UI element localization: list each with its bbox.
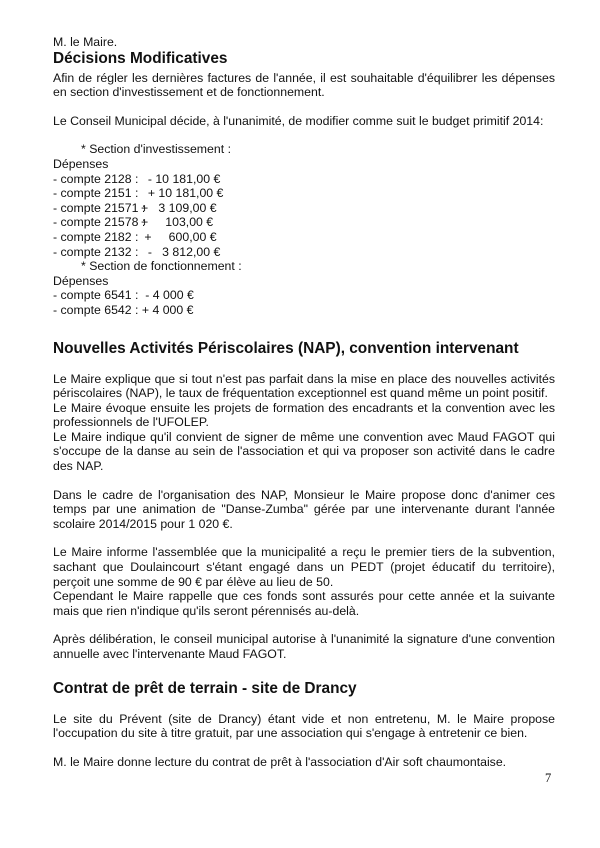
nap-paragraph-7: Après délibération, le conseil municipal autorise à l'unanimité la signature d'une convention annuelle avec l'intervenante Maud FAGOT. [53, 632, 555, 661]
montant: + 600,00 € [141, 229, 217, 244]
nap-paragraph-4: Dans le cadre de l'organisation des NAP, Monsieur le Maire propose donc d'animer ces temps par une animation de "Danse-Zumba" gérée par une intervenante durant l'année scolaire 2014/2015 pour 1 020 €. [53, 487, 555, 531]
decisions-decision: Le Conseil Municipal décide, à l'unanimité, de modifier comme suit le budget primitif 2014: [53, 113, 544, 128]
nap-paragraph-3: Le Maire indique qu'il convient de signer de même une convention avec Maud FAGOT qui s'occupe de la danse au sein de l'association et qui va proposer son activité dans le cadre des NAP. [53, 429, 555, 474]
nap-paragraph-6: Cependant le Maire rappelle que ces fonds sont assurés pour cette année et la suivante mais que rien n'indique qu'ils seront pérennisés au-delà. [53, 589, 555, 618]
montant: + 10 181,00 € [141, 186, 224, 201]
list-item [53, 201, 555, 216]
list-item [53, 230, 555, 245]
section-title-nap: Nouvelles Activités Périscolaires (NAP), convention intervenant [53, 339, 519, 357]
compte-label: - compte 21571 : [53, 200, 146, 215]
montant: + 3 109,00 € [141, 200, 217, 215]
header-line: M. le Maire. [53, 35, 118, 49]
drancy-paragraph-1: Le site du Prévent (site de Drancy) étant vide et non entretenu, M. le Maire propose l'occupation du site à titre gratuit, par une association qui s'engage à entretenir ce bien. [53, 711, 555, 741]
nap-paragraph-1: Le Maire explique que si tout n'est pas parfait dans la mise en place des nouvelles activités périscolaires (NAP), le taux de fréquentation exceptionnel est quand même un point positif. [53, 371, 555, 401]
investissement-label: * Section d'investissement : [81, 142, 231, 157]
section-title-decisions: Décisions Modificatives [53, 49, 228, 67]
nap-paragraph-2: Le Maire évoque ensuite les projets de formation des encadrants et la convention avec les professionnels de l'UFOLEP. [53, 400, 555, 430]
compte-label: - compte 2182 : [53, 229, 139, 244]
fonctionnement-label: * Section de fonctionnement : [81, 259, 242, 274]
depenses-label-2: Dépenses [53, 273, 109, 288]
montant: - 10 181,00 € [141, 171, 221, 186]
compte-label: - compte 2128 : [53, 171, 139, 186]
document-body [53, 35, 555, 769]
decisions-intro: Afin de régler les dernières factures de l'année, il est souhaitable d'équilibrer les dépenses en section d'investissement et de fonctionnement. [53, 70, 555, 100]
list-item [53, 172, 555, 187]
drancy-paragraph-2: M. le Maire donne lecture du contrat de prêt à l'association d'Air soft chaumontaise. [53, 754, 507, 769]
montant: - 3 812,00 € [141, 244, 221, 259]
nap-paragraph-5: Le Maire informe l'assemblée que la municipalité a reçu le premier tiers de la subvention, sachant que Doulaincourt s'étant engagé dans un PEDT (projet éducatif du territoire), perçoit une somme de 90 € par élève au lieu de 50. [53, 545, 555, 589]
list-item [53, 245, 555, 260]
page-number: 7 [545, 771, 552, 785]
compte-label: - compte 2151 : [53, 186, 139, 201]
compte-label: - compte 2132 : [53, 244, 139, 259]
section-title-drancy: Contrat de prêt de terrain - site de Drancy [53, 679, 357, 697]
compte-label: - compte 21578 : [53, 215, 146, 230]
depenses-label: Dépenses [53, 156, 109, 171]
montant: + 103,00 € [141, 215, 214, 230]
list-item [53, 186, 555, 201]
list-item: - compte 6542 : + 4 000 € [53, 302, 194, 317]
investissement-list [53, 172, 555, 260]
fonctionnement-list [53, 288, 555, 317]
list-item [53, 215, 555, 230]
list-item: - compte 6541 : - 4 000 € [53, 288, 194, 303]
